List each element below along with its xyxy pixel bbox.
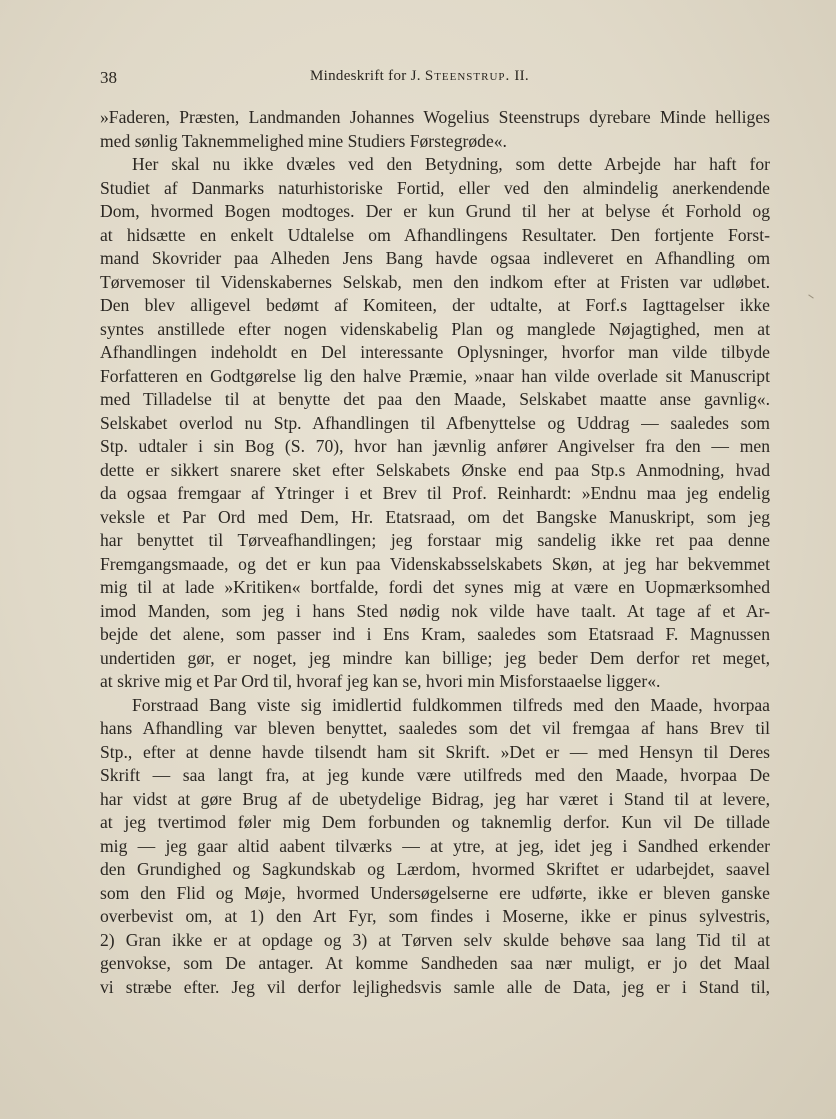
text-line: den Grundighed og Sagkundskab og Lærdom, hvormed Skriftet er udarbejdet, saavel [100,859,770,879]
text-line: mand Skovrider paa Alheden Jens Bang havde ogsaa indleveret en Afhandling om [100,248,770,268]
text-line: Fremgangsmaade, og det er kun paa Videnskabsselskabets Skøn, at jeg har bekvemmet [100,553,770,574]
text-line: Studiet af Danmarks naturhistoriske Fortid, eller ved den almindelig anerkendende [100,177,770,198]
body-text [100,106,770,999]
text-line: undertiden gør, er noget, jeg mindre kan billige; jeg beder Dem derfor ret meget, [100,647,770,668]
text-line: Stp. udtaler i sin Bog (S. 70), hvor han jævnlig anfører Angivelser fra den — men [100,436,770,456]
text-line: vi stræbe efter. Jeg vil derfor lejlighedsvis samle alle de Data, jeg er i Stand til, [100,976,770,997]
text-line: Her skal nu ikke dvæles ved den Betydning, som dette Arbejde har haft for [132,154,770,174]
text-line: at jeg tvertimod føler mig Dem forbunden og taknemlig derfor. Kun vil De tillade [100,812,770,832]
text-line: dette er sikkert snarere sket efter Selskabets Ønske end paa Stp.s Anmodning, hvad [100,459,770,480]
text-line: 2) Gran ikke er at opdage og 3) at Tørven selv skulde behøve saa lang Tid til at [100,929,770,950]
text-line: med Tilladelse til at benytte det paa den Maade, Selskabet maatte anse gavnlig«. [100,389,770,409]
text-line: Forstraad Bang viste sig imidlertid fuldkommen tilfreds med den Maade, hvorpaa [132,694,770,715]
text-line: at hidsætte en enkelt Udtalelse om Afhandlingens Resultater. Den fortjente Forst- [100,224,770,245]
text-line: Afhandlingen indeholdt en Del interessante Oplysninger, hvorfor man vilde tilbyde [100,342,770,362]
text-line: Dom, hvormed Bogen modtoges. Der er kun Grund til her at belyse ét Forhold og [100,201,770,221]
text-line: med sønlig Taknemmelighed mine Studiers Førstegrøde«. [100,130,507,151]
text-line: bejde det alene, som passer ind i Ens Kram, saaledes som Etatsraad F. Magnussen [100,624,770,644]
text-line: har benyttet til Tørveafhandlingen; jeg forstaar mig sandelig ikke ret paa denne [100,530,770,550]
text-line: Forfatteren en Godtgørelse lig den halve Præmie, »naar han vilde overlade sit Manuscript [100,365,770,386]
running-head-name: Steenstrup. [424,68,511,84]
text-line: hans Afhandling var bleven benyttet, saaledes som det vil fremgaa af hans Brev til [100,718,770,738]
text-line: at skrive mig et Par Ord til, hvoraf jeg kan se, hvori min Misforstaaelse ligger«. [100,671,661,691]
text-line: Den blev alligevel bedømt af Komiteen, der udtalte, at Forf.s Iagttagelser ikke [100,295,770,315]
page-header [100,68,770,92]
text-line: Tørvemoser til Videnskabernes Selskab, men den indkom efter at Fristen var udløbet. [100,271,770,292]
text-line: imod Manden, som jeg i hans Sted nødig nok vilde have taalt. At tage af et Ar- [100,600,770,621]
text-line: genvokse, som De antager. At komme Sandheden saa nær muligt, er jo det Maal [100,953,770,973]
text-line: Skrift — saa langt fra, at jeg kunde være utilfreds med den Maade, hvorpaa De [100,765,770,785]
text-line: da ogsaa fremgaar af Ytringer i et Brev til Prof. Reinhardt: »Endnu maa jeg endelig [100,483,770,503]
text-line: overbevist om, at 1) den Art Fyr, som findes i Moserne, ikke er pinus sylvestris, [100,906,770,926]
page-number: 38 [100,68,117,87]
running-head-prefix: Mindeskrift for J. [310,68,425,84]
text-line: Selskabet overlod nu Stp. Afhandlingen til Afbenyttelse og Uddrag — saaledes som [100,412,770,433]
text-line: Stp., efter at denne havde tilsendt ham sit Skrift. »Det er — med Hensyn til Deres [100,741,770,762]
margin-speck [808,294,813,298]
text-line: veksle et Par Ord med Dem, Hr. Etatsraad, om det Bangske Manuskript, som jeg [100,506,770,527]
running-head-suffix: II. [510,68,529,84]
text-line: som den Flid og Møje, hvormed Undersøgelserne ere udførte, ikke er bleven ganske [100,882,770,903]
text-line: mig — jeg gaar altid aabent tilværks — at ytre, at jeg, idet jeg i Sandhed erkender [100,835,770,856]
text-line: har vidst at gøre Brug af de ubetydelige Bidrag, jeg har været i Stand til at levere, [100,788,770,809]
text-line: »Faderen, Præsten, Landmanden Johannes Wogelius Steenstrups dyrebare Minde helliges [100,107,770,127]
text-line: mig til at lade »Kritiken« bortfalde, fordi det synes mig at være en Uopmærksomhed [100,577,770,597]
running-head [310,68,529,85]
text-line: syntes anstillede efter nogen videnskabelig Plan og manglede Nøjagtighed, men at [100,318,770,339]
